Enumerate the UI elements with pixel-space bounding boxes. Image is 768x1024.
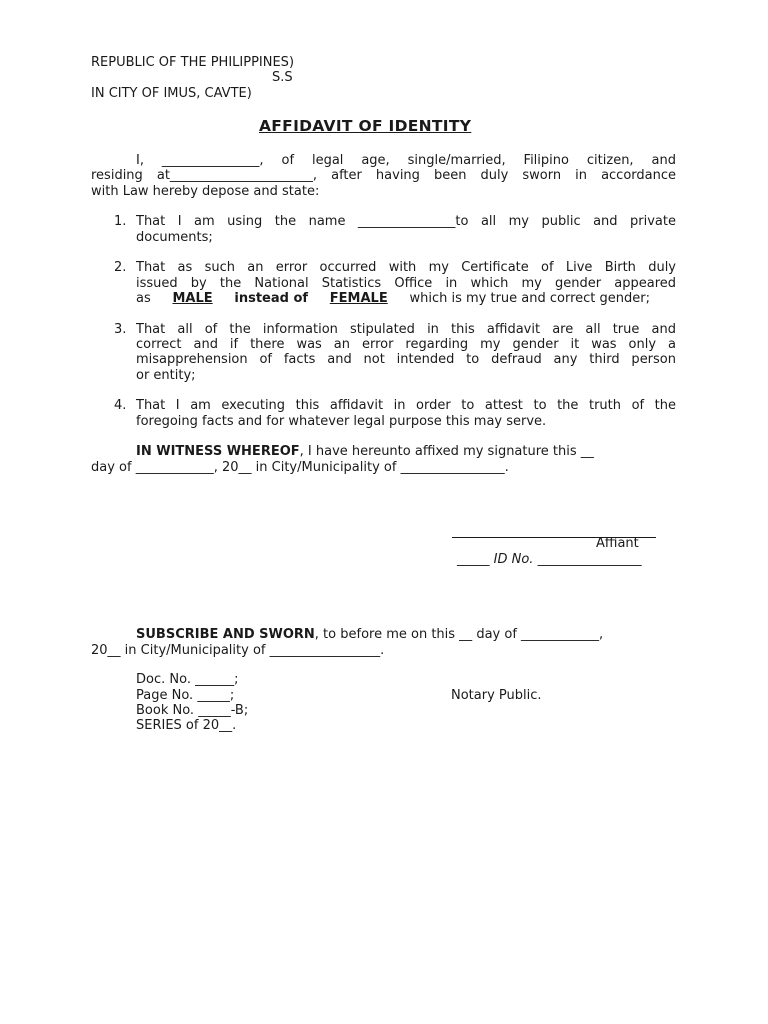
intro-word: of: [281, 153, 295, 168]
intro-name-blank: _______________,: [161, 153, 264, 168]
subscribe-line-1: [136, 627, 603, 643]
intro-word: legal: [311, 153, 344, 168]
series: SERIES of 20__.: [136, 718, 237, 733]
item-number-4: 4.: [114, 398, 127, 413]
item-2-line-2: issued by the National Statistics Office in which my gender appeared: [136, 276, 676, 291]
id-blank: _____: [457, 552, 490, 567]
item-3-line-1: That all of the information stipulated in this affidavit are all true and: [136, 322, 676, 337]
document-title: AFFIDAVIT OF IDENTITY: [259, 117, 472, 135]
item-2-line-1: That as such an error occurred with my Certificate of Live Birth duly: [136, 260, 676, 275]
affiant-label: Affiant: [596, 536, 639, 551]
doc-no: Doc. No. ______;: [136, 672, 239, 687]
item-3-line-2: correct and if there was an error regarding my gender it was only a: [136, 337, 676, 352]
item-4-line-1: That I am executing this affidavit in order to attest to the truth of the: [136, 398, 676, 413]
intro-line-3: with Law hereby depose and state:: [91, 184, 320, 199]
gender-female: FEMALE: [329, 291, 388, 306]
affiant-id-line: [457, 552, 642, 568]
subscribe-heading: SUBSCRIBE AND SWORN: [136, 627, 315, 642]
intro-word: age,: [361, 153, 390, 168]
header-ss: S.S: [272, 70, 293, 85]
item-2-word: which is my true and correct gender;: [409, 291, 650, 306]
intro-word: single/married,: [407, 153, 506, 168]
item-3-line-4: or entity;: [136, 368, 196, 383]
witness-line-1: [136, 444, 594, 460]
header-city: IN CITY OF IMUS, CAVTE): [91, 86, 252, 101]
subscribe-text: , to before me on this __ day of ____________,: [314, 627, 604, 642]
intro-line-2: residing at______________________, after having been duly sworn in accordance: [91, 168, 676, 183]
intro-word: and: [651, 153, 676, 168]
intro-word: citizen,: [586, 153, 634, 168]
witness-text: , I have hereunto affixed my signature this __: [299, 444, 594, 459]
witness-line-2: day of ____________, 20__ in City/Municipality of ________________.: [91, 460, 509, 475]
item-2-line-3: [136, 291, 650, 307]
instead-of: instead of: [234, 291, 309, 306]
item-2-word: as: [136, 291, 151, 306]
intro-line-1: [136, 153, 676, 169]
item-1-line-2: documents;: [136, 230, 213, 245]
item-1-line-1: That I am using the name _______________to all my public and private: [136, 214, 676, 229]
notary-public-label: Notary Public.: [451, 688, 542, 703]
id-value: ________________: [537, 552, 642, 567]
subscribe-line-2: 20__ in City/Municipality of _________________.: [91, 643, 385, 658]
intro-word: I,: [136, 153, 144, 168]
item-number-1: 1.: [114, 214, 127, 229]
header-republic: REPUBLIC OF THE PHILIPPINES): [91, 55, 295, 70]
witness-heading: IN WITNESS WHEREOF: [136, 444, 300, 459]
intro-word: Filipino: [523, 153, 569, 168]
item-number-2: 2.: [114, 260, 127, 275]
gender-male: MALE: [172, 291, 213, 306]
id-label: ID No.: [493, 552, 534, 567]
item-3-line-3: misapprehension of facts and not intended to defraud any third person: [136, 352, 676, 367]
book-no: Book No. _____-B;: [136, 703, 249, 718]
page-no: Page No. _____;: [136, 688, 235, 703]
item-number-3: 3.: [114, 322, 127, 337]
item-4-line-2: foregoing facts and for whatever legal purpose this may serve.: [136, 414, 547, 429]
